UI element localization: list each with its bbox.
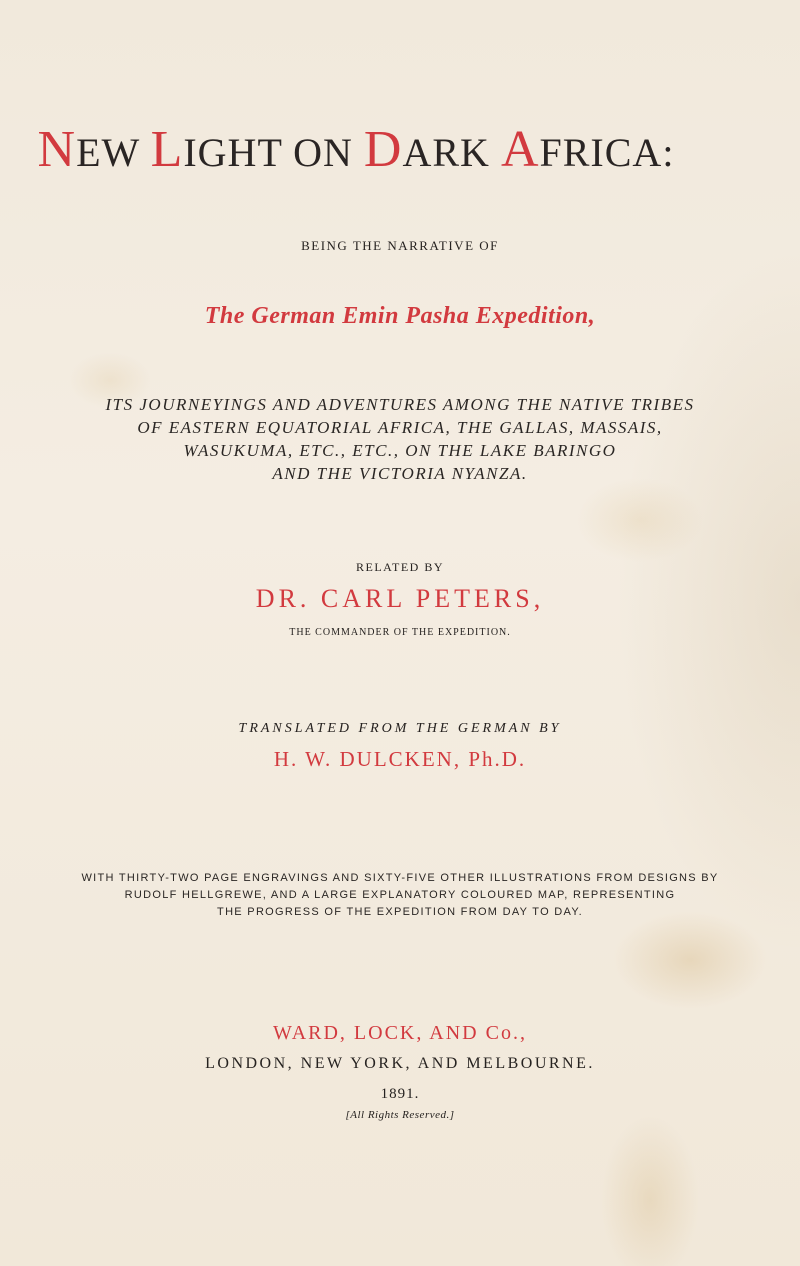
illustrations-line: RUDOLF HELLGREWE, AND A LARGE EXPLANATORY COLOURED MAP, REPRESENTING bbox=[124, 889, 676, 901]
expedition-name: The German Emin Pasha Expedition, bbox=[204, 303, 596, 329]
subtitle-line: ITS JOURNEYINGS AND ADVENTURES AMONG THE NATIVE TRIBES bbox=[105, 395, 695, 414]
related-by-label: RELATED BY bbox=[356, 560, 444, 574]
publisher-cities: LONDON, NEW YORK, AND MELBOURNE. bbox=[205, 1055, 595, 1072]
title-word-dark: DARK bbox=[363, 121, 501, 178]
translator-name: H. W. DULCKEN, Ph.D. bbox=[273, 747, 527, 771]
title-word-new: NEW bbox=[37, 121, 151, 178]
author-role: THE COMMANDER OF THE EXPEDITION. bbox=[289, 627, 511, 638]
subtitle-line: WASUKUMA, ETC., ETC., ON THE LAKE BARINGO bbox=[183, 441, 617, 460]
title-word-light: LIGHT ON bbox=[150, 121, 364, 178]
illustrations-line: THE PROGRESS OF THE EXPEDITION FROM DAY TO DAY. bbox=[217, 906, 583, 918]
title-word-africa: AFRICA: bbox=[500, 121, 675, 178]
author-name: DR. CARL PETERS, bbox=[255, 584, 545, 613]
translated-by-label: TRANSLATED FROM THE GERMAN BY bbox=[238, 721, 562, 736]
subtitle-line: OF EASTERN EQUATORIAL AFRICA, THE GALLAS, MASSAIS, bbox=[137, 418, 663, 437]
book-title bbox=[0, 120, 712, 179]
rights-notice: [All Rights Reserved.] bbox=[345, 1109, 455, 1121]
illustrations-line: WITH THIRTY-TWO PAGE ENGRAVINGS AND SIXTY-FIVE OTHER ILLUSTRATIONS FROM DESIGNS BY bbox=[81, 872, 719, 884]
subtitle-line: AND THE VICTORIA NYANZA. bbox=[272, 464, 528, 483]
being-line: BEING THE NARRATIVE OF bbox=[301, 238, 499, 253]
publisher-name: WARD, LOCK, AND Co., bbox=[273, 1022, 527, 1044]
publication-year: 1891. bbox=[380, 1086, 420, 1102]
